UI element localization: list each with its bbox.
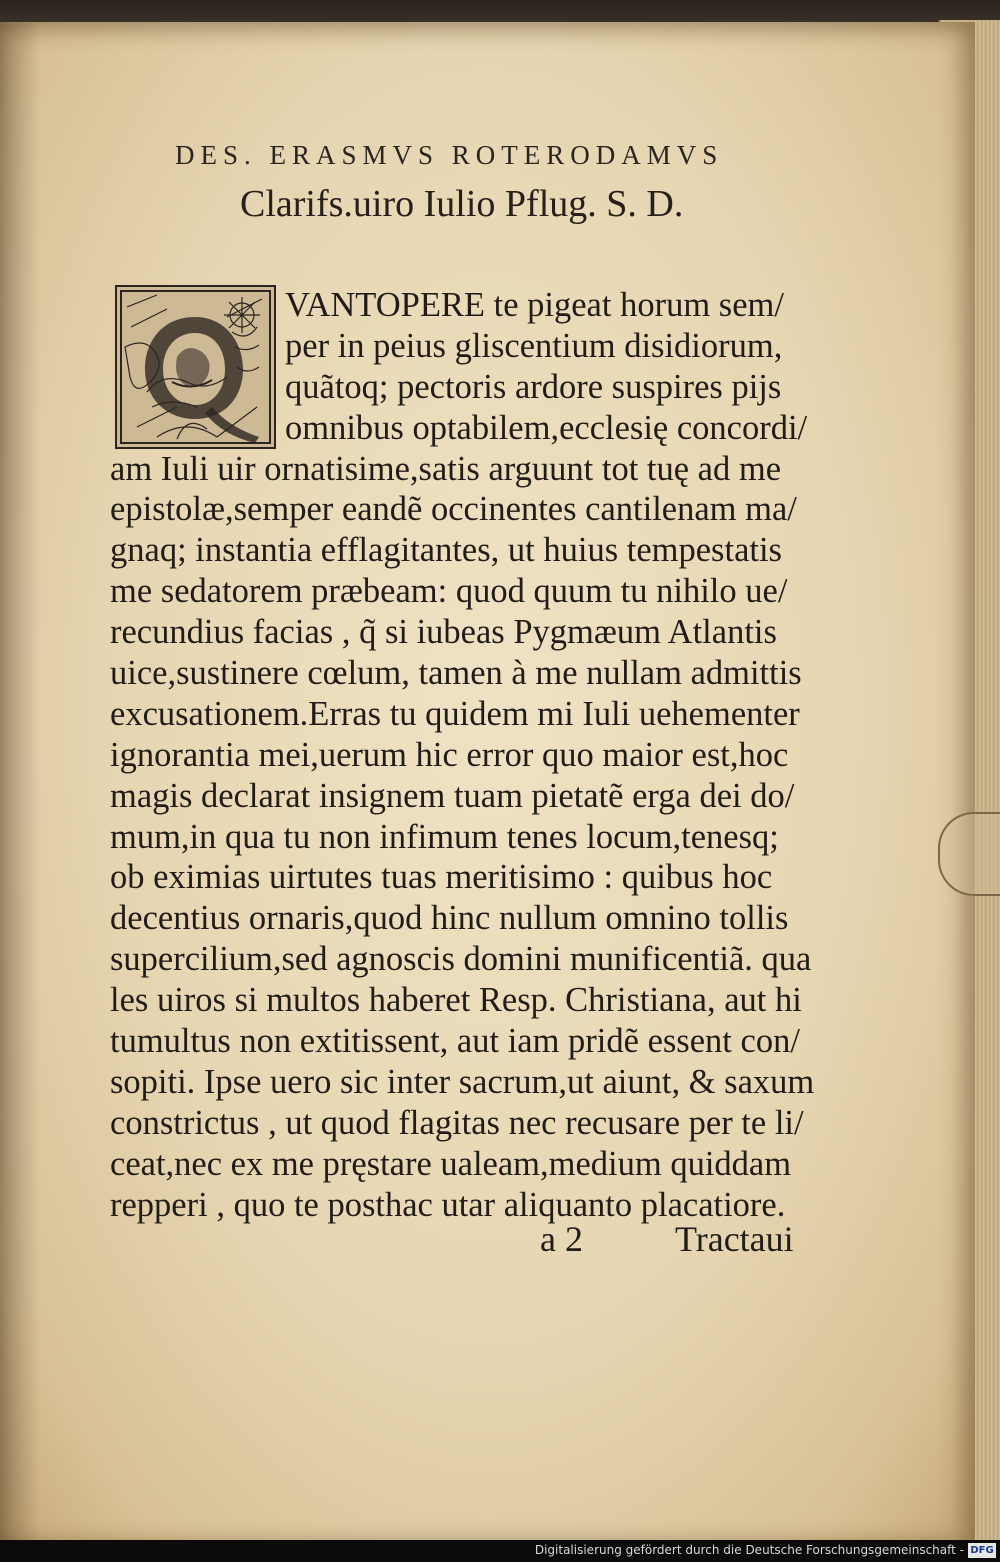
text-line: magis declarat insignem tuam pietatẽ erga dei do/ [110, 776, 795, 815]
catchword: Tractaui [675, 1219, 794, 1259]
text-line: uice,sustinere cœlum, tamen à me nullam admittis [110, 654, 802, 693]
digitization-credit-bar [0, 1540, 1000, 1562]
salutation: Clarifs.uiro Iulio Pflug. S. D. [240, 183, 684, 225]
text-line: per in peius gliscentium disidiorum, [285, 326, 783, 365]
text-line: repperi , quo te posthac utar aliquanto placatiore. [110, 1185, 786, 1224]
credit-text: Digitalisierung gefördert durch die Deutsche Forschungsgemeinschaft - [534, 1543, 964, 1557]
text-line: quãtoq; pectoris ardore suspires pijs [285, 367, 782, 406]
page-footer [540, 1218, 830, 1262]
text-line: decentius ornaris,quod hinc nullum omnino tollis [110, 899, 789, 938]
text-line: epistolæ,semper eandẽ occinentes cantilenam ma/ [110, 490, 797, 529]
body-text [110, 285, 815, 1225]
text-line: supercilium,sed agnoscis domini munificentiã. qua [110, 940, 812, 979]
text-line: am Iuli uir ornatisime,satis arguunt tot tuę ad me [110, 449, 782, 488]
text-line: ceat,nec ex me pręstare ualeam,medium quiddam [110, 1144, 792, 1183]
text-line: excusationem.Erras tu quidem mi Iuli uehementer [110, 694, 800, 733]
page-header: DES. ERASMVS ROTERODAMVS [175, 140, 724, 170]
text-line: VANTOPERE te pigeat horum sem/ [285, 286, 784, 324]
text-line: recundius facias , q̃ si iubeas Pygmæum Atlantis [110, 613, 777, 652]
text-line: sopiti. Ipse uero sic inter sacrum,ut aiunt, & saxum [110, 1062, 815, 1101]
text-line: gnaq; instantia efflagitantes, ut huius tempestatis [110, 531, 782, 570]
text-line: omnibus optabilem,ecclesię concordi/ [285, 408, 808, 447]
dfg-logo: DFG [968, 1543, 996, 1558]
text-line: constrictus , ut quod flagitas nec recusare per te li/ [110, 1103, 804, 1142]
text-line: ob eximias uirtutes tuas meritisimo : quibus hoc [110, 858, 773, 897]
text-line: me sedatorem præbeam: quod quum tu nihilo ue/ [110, 572, 788, 611]
signature-mark: a 2 [540, 1219, 583, 1259]
text-line: ignorantia mei,uerum hic error quo maior est,hoc [110, 735, 789, 774]
text-line: tumultus non extitissent, aut iam pridẽ essent con/ [110, 1022, 800, 1061]
gutter-shadow [0, 22, 40, 1542]
page-tab [938, 812, 1000, 896]
text-line: mum,in qua tu non infimum tenes locum,tenesq; [110, 817, 779, 856]
text-line: les uiros si multos haberet Resp. Christiana, aut hi [110, 981, 802, 1020]
